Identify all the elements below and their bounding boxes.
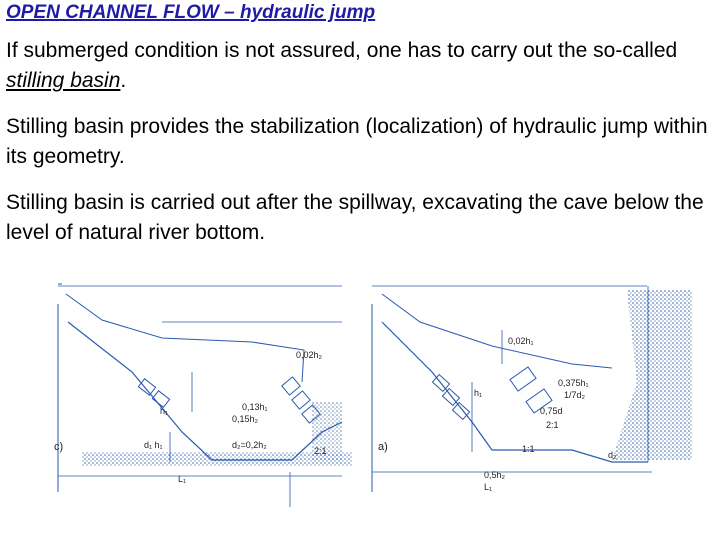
paragraph-text-end: . (120, 69, 127, 92)
right-label-slope: 2:1 (546, 420, 559, 430)
left-figure (54, 284, 352, 507)
paragraph-submerged-condition (6, 36, 718, 96)
right-label-eq3: 0,75d (540, 406, 563, 416)
right-figure (372, 286, 692, 492)
paragraph-excavation: Stilling basin is carried out after the spillway, excavating the cave below the level of natural river bottom. (6, 191, 704, 244)
left-label-mid2: 0,15h₂ (232, 414, 259, 424)
left-part-label: c) (54, 441, 64, 453)
slide-title: OPEN CHANNEL FLOW – hydraulic jump (6, 2, 376, 23)
right-label-eq1: 0,375h₁ (558, 378, 589, 388)
left-label-slope: 2:1 (314, 446, 327, 456)
left-label-eq: d₂=0,2h₂ (232, 440, 267, 450)
right-label-eq2: 1/7d₂ (564, 390, 586, 400)
right-label-L: L₁ (484, 482, 493, 492)
stilling-basin-diagram (52, 282, 692, 510)
right-label-d: 1:1 (522, 444, 535, 454)
left-label-mid1: 0,13h₁ (242, 402, 268, 412)
right-label-d2: d₂ (608, 450, 617, 460)
left-label-L: L₁ (178, 474, 187, 484)
left-label-d: d₁ h₁ (144, 440, 163, 450)
right-part-label: a) (378, 441, 388, 453)
right-label-bottom: 0,5h₂ (484, 470, 506, 480)
paragraph-stabilization: Stilling basin provides the stabilization (localization) of hydraulic jump within its geometry. (6, 115, 708, 168)
right-label-h: h₁ (474, 388, 483, 398)
paragraph-text: If submerged condition is not assured, one has to carry out the so-called (6, 39, 678, 62)
right-label-top: 0,02h₁ (508, 336, 534, 346)
stilling-basin-term: stilling basin (6, 69, 121, 92)
left-label-top: 0,02h₂ (296, 350, 323, 360)
left-label-h1: h₁ (160, 406, 169, 416)
